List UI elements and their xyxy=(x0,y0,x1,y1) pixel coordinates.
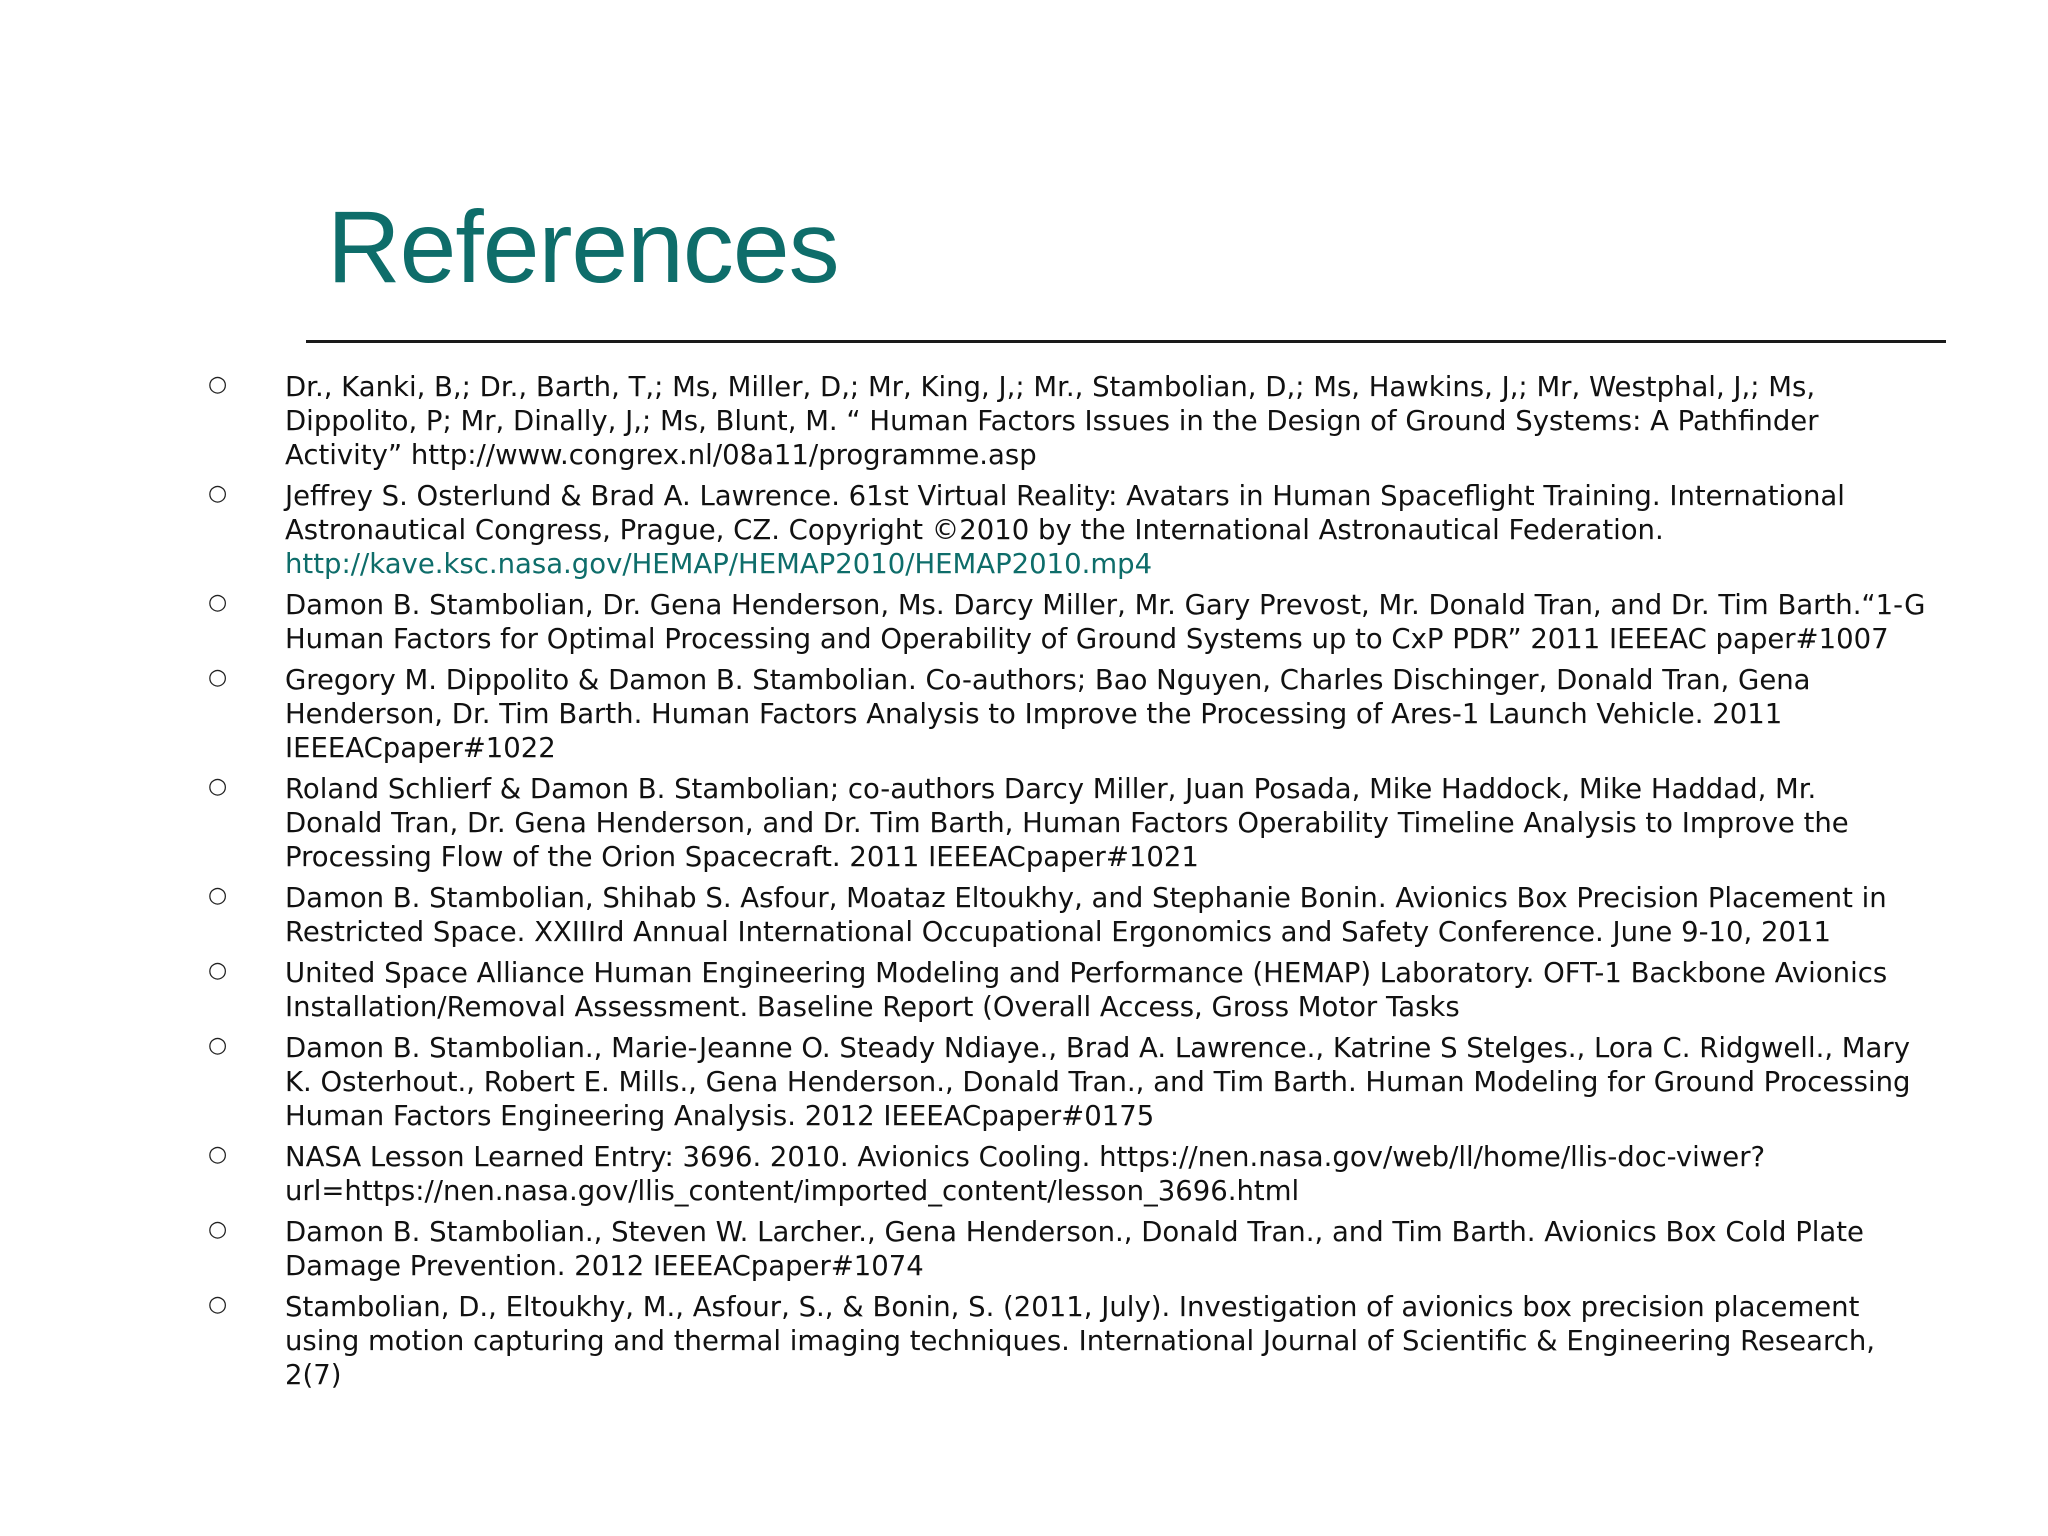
reference-item xyxy=(208,663,2008,765)
reference-text-line: Human Factors for Optimal Processing and Operability of Ground Systems up to CxP PDR” 2011 IEEEAC paper#1007 xyxy=(285,623,1889,655)
reference-item xyxy=(208,479,2008,581)
reference-list xyxy=(208,370,2008,1399)
reference-item xyxy=(208,772,2008,874)
reference-text-line: using motion capturing and thermal imaging techniques. International Journal of Scientific & Engineering Research, xyxy=(285,1325,1875,1357)
reference-item xyxy=(208,881,2008,949)
hollow-circle-bullet-icon: ○ xyxy=(208,1142,228,1167)
slide-title: References xyxy=(327,190,839,304)
reference-text-line: Human Factors Engineering Analysis. 2012 IEEEACpaper#0175 xyxy=(285,1100,1155,1132)
reference-text-line: United Space Alliance Human Engineering Modeling and Performance (HEMAP) Laboratory. OFT-1 Backbone Avionics xyxy=(285,957,1888,989)
reference-item xyxy=(208,956,2008,1024)
reference-text-line: Damage Prevention. 2012 IEEEACpaper#1074 xyxy=(285,1250,924,1282)
hollow-circle-bullet-icon: ○ xyxy=(208,1217,228,1242)
reference-text-line: Processing Flow of the Orion Spacecraft. 2011 IEEEACpaper#1021 xyxy=(285,841,1199,873)
reference-text-line: Henderson, Dr. Tim Barth. Human Factors Analysis to Improve the Processing of Ares-1 Launch Vehicle. 2011 xyxy=(285,698,1783,730)
hollow-circle-bullet-icon: ○ xyxy=(208,958,228,983)
reference-text-line: NASA Lesson Learned Entry: 3696. 2010. Avionics Cooling. https://nen.nasa.gov/web/ll/home/llis-doc-viwer? xyxy=(285,1141,1766,1173)
reference-text-line: Damon B. Stambolian., Marie-Jeanne O. Steady Ndiaye., Brad A. Lawrence., Katrine S Stelges., Lora C. Ridgwell., Mary xyxy=(285,1032,1910,1064)
reference-text-line: Damon B. Stambolian, Shihab S. Asfour, Moataz Eltoukhy, and Stephanie Bonin. Avionics Box Precision Placement in xyxy=(285,882,1887,914)
reference-item xyxy=(208,1031,2008,1133)
hollow-circle-bullet-icon: ○ xyxy=(208,590,228,615)
hollow-circle-bullet-icon: ○ xyxy=(208,1292,228,1317)
reference-text-line: Gregory M. Dippolito & Damon B. Stambolian. Co-authors; Bao Nguyen, Charles Dischinger, Donald Tran, Gena xyxy=(285,664,1811,696)
reference-text-line: Installation/Removal Assessment. Baseline Report (Overall Access, Gross Motor Tasks xyxy=(285,991,1460,1023)
hollow-circle-bullet-icon: ○ xyxy=(208,774,228,799)
reference-item xyxy=(208,1215,2008,1283)
reference-text-line: Jeffrey S. Osterlund & Brad A. Lawrence. 61st Virtual Reality: Avatars in Human Spaceflight Training. International xyxy=(285,480,1845,512)
reference-item xyxy=(208,1290,2008,1392)
hollow-circle-bullet-icon: ○ xyxy=(208,1033,228,1058)
reference-item xyxy=(208,1140,2008,1208)
reference-text-line: Dippolito, P; Mr, Dinally, J,; Ms, Blunt, M. “ Human Factors Issues in the Design of Ground Systems: A Pathfinder xyxy=(285,405,1819,437)
reference-text-line: Astronautical Congress, Prague, CZ. Copyright ©2010 by the International Astronautical Federation. xyxy=(285,514,1664,546)
reference-text-line: IEEEACpaper#1022 xyxy=(285,732,556,764)
reference-text-line: Damon B. Stambolian, Dr. Gena Henderson, Ms. Darcy Miller, Mr. Gary Prevost, Mr. Donald Tran, and Dr. Tim Barth.“1-G xyxy=(285,589,1926,621)
reference-item xyxy=(208,588,2008,656)
reference-text-line: Stambolian, D., Eltoukhy, M., Asfour, S., & Bonin, S. (2011, July). Investigation of avionics box precision placement xyxy=(285,1291,1860,1323)
hemap-video-link[interactable]: http://kave.ksc.nasa.gov/HEMAP/HEMAP2010/HEMAP2010.mp4 xyxy=(285,548,1153,580)
hollow-circle-bullet-icon: ○ xyxy=(208,481,228,506)
title-divider xyxy=(306,340,1946,343)
hollow-circle-bullet-icon: ○ xyxy=(208,372,228,397)
reference-text-line: url=https://nen.nasa.gov/llis_content/imported_content/lesson_3696.html xyxy=(285,1175,1300,1207)
reference-item xyxy=(208,370,2008,472)
reference-text-line: 2(7) xyxy=(285,1359,342,1391)
reference-text-line: Restricted Space. XXIIIrd Annual International Occupational Ergonomics and Safety Conference. June 9-10, 2011 xyxy=(285,916,1831,948)
reference-text-line: K. Osterhout., Robert E. Mills., Gena Henderson., Donald Tran., and Tim Barth. Human Modeling for Ground Processing xyxy=(285,1066,1911,1098)
reference-text-line: Activity” http://www.congrex.nl/08a11/programme.asp xyxy=(285,439,1037,471)
hollow-circle-bullet-icon: ○ xyxy=(208,665,228,690)
reference-text-line: Damon B. Stambolian., Steven W. Larcher., Gena Henderson., Donald Tran., and Tim Barth. Avionics Box Cold Plate xyxy=(285,1216,1864,1248)
reference-text-line: Donald Tran, Dr. Gena Henderson, and Dr. Tim Barth, Human Factors Operability Timeline Analysis to Improve the xyxy=(285,807,1849,839)
reference-text-line: Roland Schlierf & Damon B. Stambolian; co-authors Darcy Miller, Juan Posada, Mike Haddock, Mike Haddad, Mr. xyxy=(285,773,1817,805)
reference-text-line: Dr., Kanki, B,; Dr., Barth, T,; Ms, Miller, D,; Mr, King, J,; Mr., Stambolian, D,; Ms, Hawkins, J,; Mr, Westphal, J,; Ms, xyxy=(285,371,1816,403)
hollow-circle-bullet-icon: ○ xyxy=(208,883,228,908)
